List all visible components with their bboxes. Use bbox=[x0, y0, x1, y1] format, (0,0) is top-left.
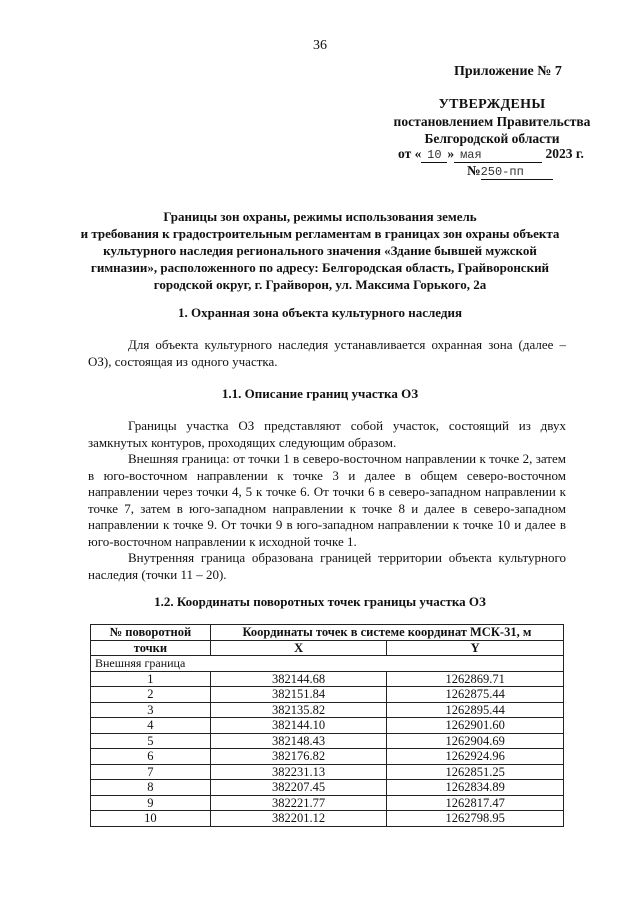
col-y-header: Y bbox=[387, 640, 564, 656]
page-number: 36 bbox=[313, 38, 327, 53]
col-x-header: X bbox=[210, 640, 387, 656]
coord-y: 1262924.96 bbox=[387, 749, 564, 765]
point-number: 8 bbox=[91, 780, 211, 796]
table-row bbox=[91, 811, 564, 827]
coord-y: 1262851.25 bbox=[387, 764, 564, 780]
date-year: 2023 г. bbox=[545, 146, 584, 161]
coord-y: 1262901.60 bbox=[387, 718, 564, 734]
point-number: 7 bbox=[91, 764, 211, 780]
table-row bbox=[91, 780, 564, 796]
date-month: мая bbox=[454, 148, 542, 163]
paragraph: Для объекта культурного наследия устанавливается охранная зона (далее – ОЗ), состоящая из одного участка. bbox=[88, 337, 566, 369]
date-day: 10 bbox=[421, 148, 447, 163]
section-1-1-text bbox=[88, 418, 566, 583]
section-1-heading: 1. Охранная зона объекта культурного наследия bbox=[178, 305, 462, 320]
coord-y: 1262869.71 bbox=[387, 671, 564, 687]
coord-y: 1262798.95 bbox=[387, 811, 564, 827]
coord-x: 382144.10 bbox=[210, 718, 387, 734]
coord-x: 382231.13 bbox=[210, 764, 387, 780]
table-row bbox=[91, 733, 564, 749]
point-number: 6 bbox=[91, 749, 211, 765]
point-number: 9 bbox=[91, 795, 211, 811]
coord-x: 382144.68 bbox=[210, 671, 387, 687]
group-label: Внешняя граница bbox=[91, 656, 564, 672]
coord-y: 1262904.69 bbox=[387, 733, 564, 749]
coord-x: 382135.82 bbox=[210, 702, 387, 718]
coord-y: 1262834.89 bbox=[387, 780, 564, 796]
table-row bbox=[91, 764, 564, 780]
paragraph: Внешняя граница: от точки 1 в северо-восточном направлении к точке 2, затем в юго-восточном направлении к точке 3 и далее в общем северо-восточном направлении через точки 4, 5 к точке 6. От точки 6 в северо-западном направлении к точке 7, затем в юго-западном направлении к точке 8 и далее в северо-западном направлении к точке 9. От точки 9 в юго-западном направлении к точке 10 и далее в юго-восточном направлении к исходной точке 1. bbox=[88, 451, 566, 549]
coord-x: 382221.77 bbox=[210, 795, 387, 811]
approval-line-2: Белгородской области bbox=[424, 131, 560, 146]
table-row bbox=[91, 702, 564, 718]
number-value: 250-пп bbox=[481, 165, 553, 180]
coordinates-table bbox=[90, 624, 564, 827]
title-line: культурного наследия регионального значения «Здание бывшей мужской bbox=[103, 243, 537, 258]
title-line: гимназии», расположенного по адресу: Белгородская область, Грайворонский bbox=[90, 260, 550, 275]
section-1-1-heading: 1.1. Описание границ участка ОЗ bbox=[221, 386, 419, 401]
point-number: 4 bbox=[91, 718, 211, 734]
col-coords-header: Координаты точек в системе координат МСК-31, м bbox=[210, 625, 563, 641]
point-number: 1 bbox=[91, 671, 211, 687]
table-row bbox=[91, 671, 564, 687]
approval-title: УТВЕРЖДЕНЫ bbox=[438, 97, 546, 112]
point-number: 10 bbox=[91, 811, 211, 827]
coord-y: 1262895.44 bbox=[387, 702, 564, 718]
number-prefix: № bbox=[467, 163, 481, 178]
title-line: и требования к градостроительным регламентам в границах зон охраны объекта bbox=[80, 226, 560, 241]
approval-date bbox=[398, 146, 584, 163]
coord-y: 1262875.44 bbox=[387, 687, 564, 703]
coord-x: 382207.45 bbox=[210, 780, 387, 796]
document-title bbox=[60, 208, 580, 293]
coord-x: 382151.84 bbox=[210, 687, 387, 703]
col-point-header: № поворотной bbox=[91, 625, 211, 641]
approval-line-1: постановлением Правительства bbox=[393, 114, 591, 129]
appendix-label: Приложение № 7 bbox=[454, 64, 562, 79]
coord-y: 1262817.47 bbox=[387, 795, 564, 811]
table-row bbox=[91, 718, 564, 734]
table-row bbox=[91, 795, 564, 811]
title-line: Границы зон охраны, режимы использования земель bbox=[163, 209, 477, 224]
section-1-2-heading: 1.2. Координаты поворотных точек границы участка ОЗ bbox=[154, 594, 486, 609]
point-number: 5 bbox=[91, 733, 211, 749]
coord-x: 382148.43 bbox=[210, 733, 387, 749]
date-prefix: от « bbox=[398, 146, 422, 161]
title-line: городской округ, г. Грайворон, ул. Максима Горького, 2а bbox=[153, 277, 487, 292]
coord-x: 382176.82 bbox=[210, 749, 387, 765]
table-row bbox=[91, 749, 564, 765]
point-number: 2 bbox=[91, 687, 211, 703]
approval-number bbox=[467, 163, 553, 180]
coord-x: 382201.12 bbox=[210, 811, 387, 827]
section-1-text bbox=[88, 337, 566, 370]
paragraph: Границы участка ОЗ представляют собой участок, состоящий из двух замкнутых контуров, проходящих следующим образом. bbox=[88, 418, 566, 450]
col-point-header-2: точки bbox=[91, 640, 211, 656]
table-row bbox=[91, 687, 564, 703]
approval-block bbox=[392, 96, 592, 147]
date-mid: » bbox=[447, 146, 455, 161]
point-number: 3 bbox=[91, 702, 211, 718]
paragraph: Внутренняя граница образована границей территории объекта культурного наследия (точки 11 – 20). bbox=[88, 550, 566, 582]
